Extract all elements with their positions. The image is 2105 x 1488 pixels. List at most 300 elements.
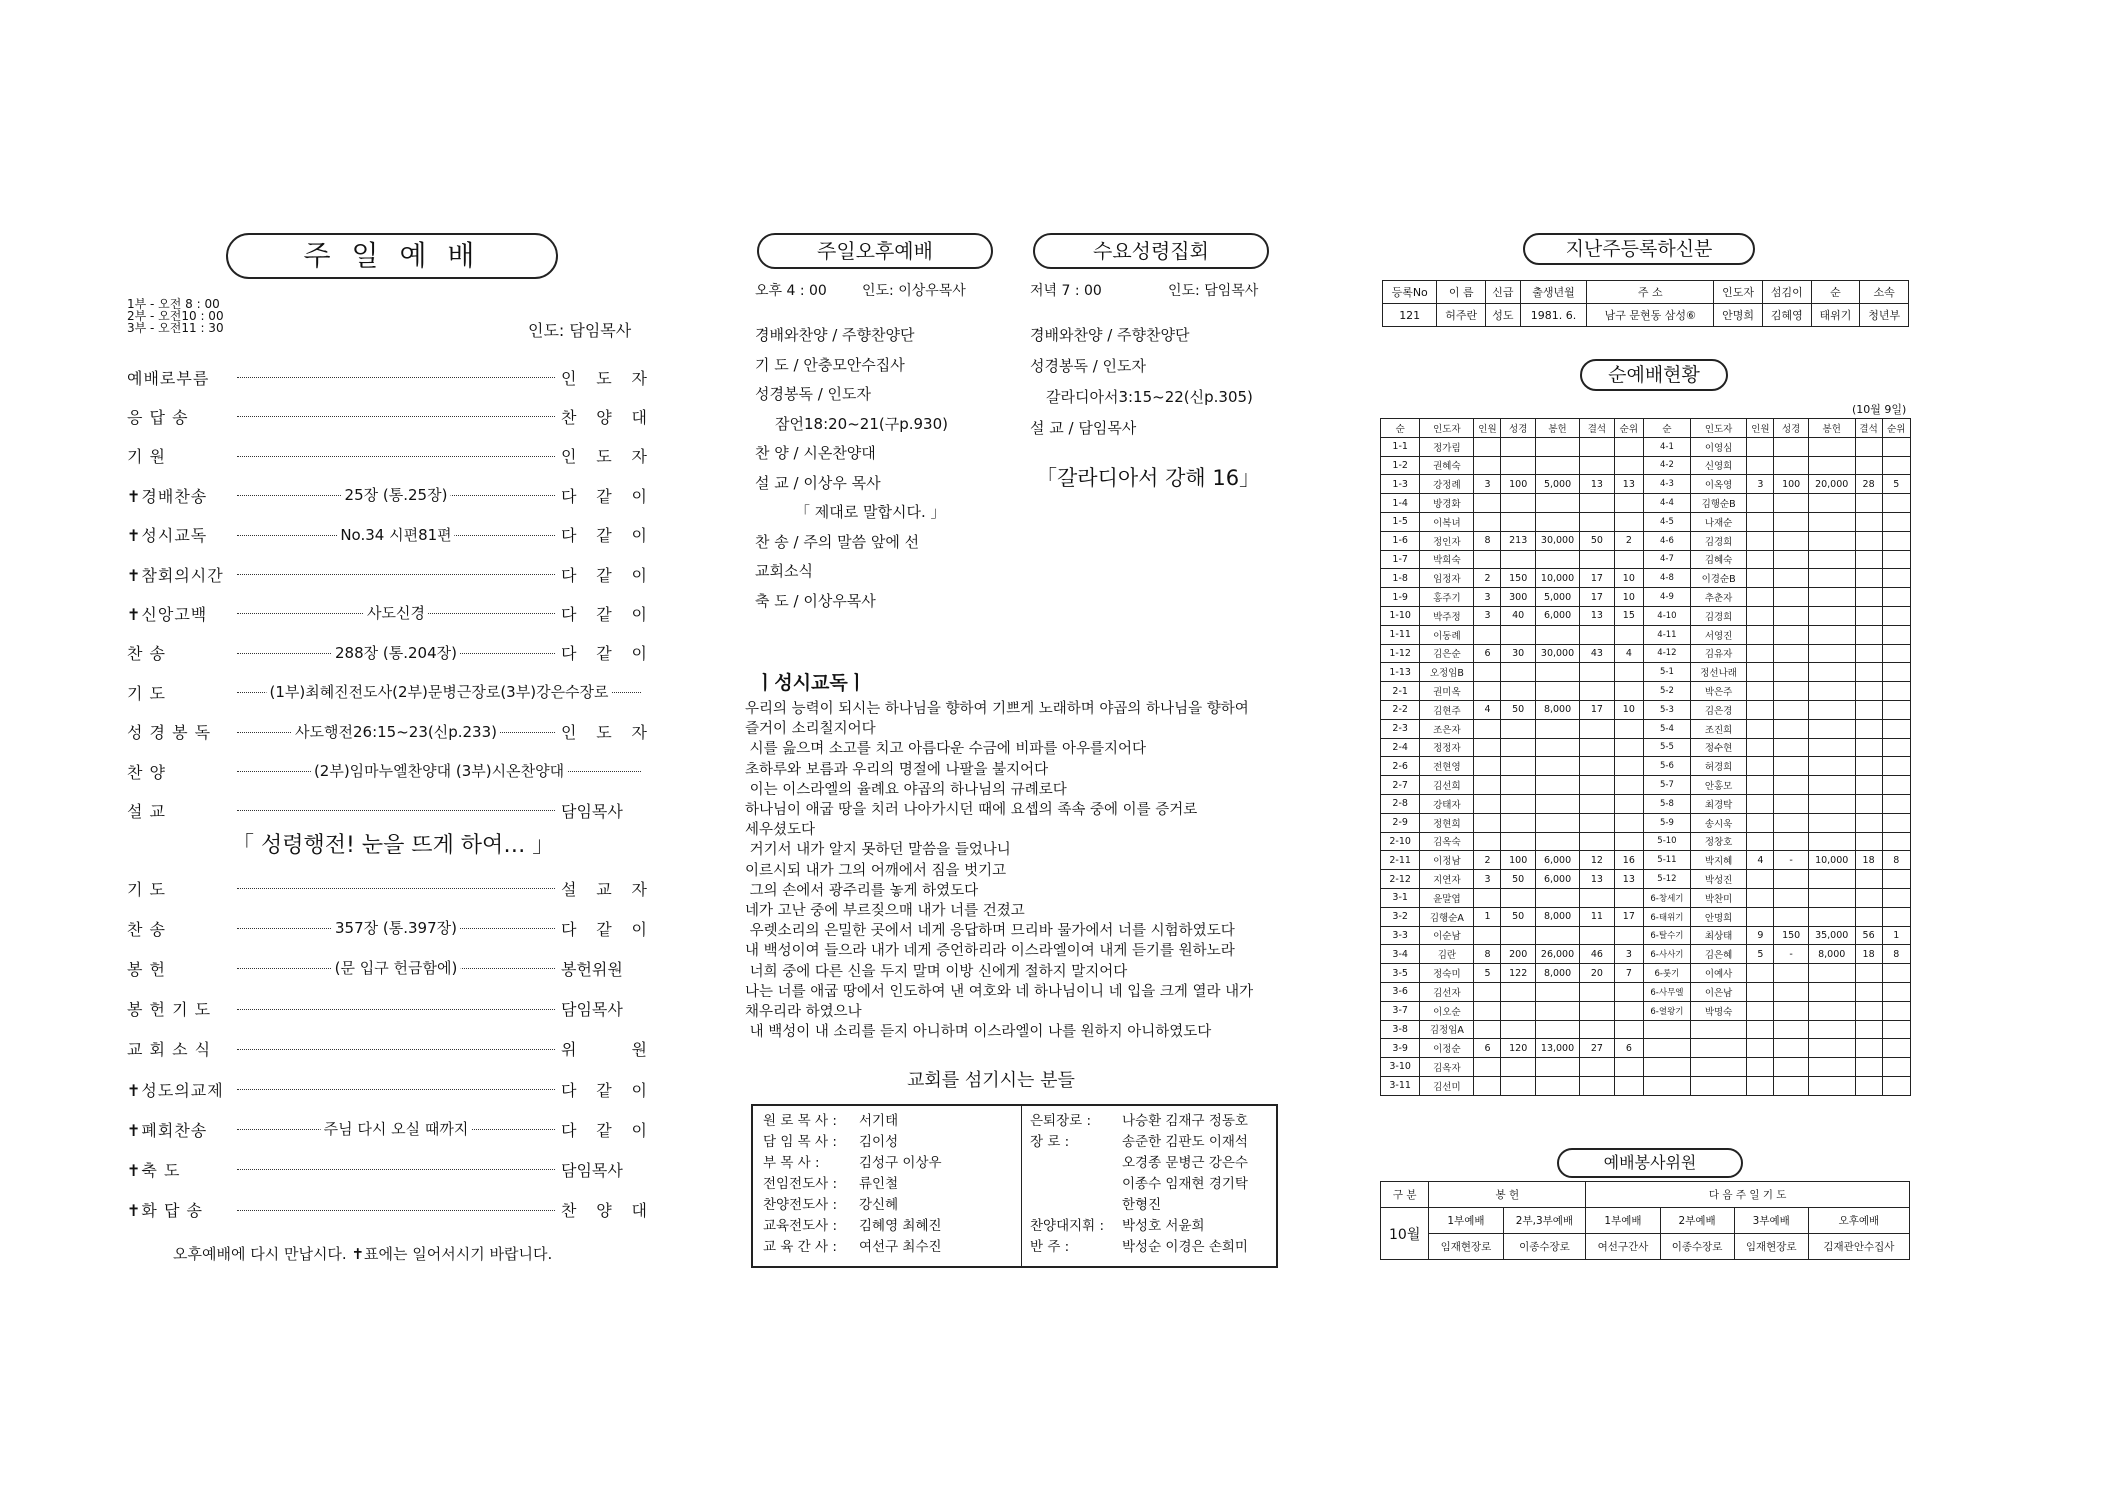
attendance-cell xyxy=(1580,926,1614,945)
order-right: 담임목사 xyxy=(561,1000,623,1020)
subhead: 1부예배 xyxy=(1586,1208,1660,1234)
attendance-cell xyxy=(1882,456,1910,475)
table-row xyxy=(1381,794,1911,813)
staff-name: 여선구 최수진 xyxy=(859,1239,942,1255)
attendance-cell: 6 xyxy=(1474,644,1501,663)
attendance-cell: 4-6 xyxy=(1644,531,1691,550)
attendance-cell xyxy=(1747,757,1774,776)
attendance-cell xyxy=(1580,888,1614,907)
attendance-cell xyxy=(1747,531,1774,550)
attendance-cell: 3-11 xyxy=(1381,1076,1420,1095)
attendance-cell xyxy=(1535,926,1579,945)
subhead: 3부예배 xyxy=(1734,1208,1808,1234)
attendance-cell xyxy=(1535,1058,1579,1077)
attendance-cell xyxy=(1855,964,1882,983)
attendance-cell: 5-12 xyxy=(1644,870,1691,889)
attendance-cell: 13,000 xyxy=(1535,1039,1579,1058)
attendance-cell: 40 xyxy=(1501,606,1535,625)
attendance-cell xyxy=(1474,757,1501,776)
attendance-cell: 박명숙 xyxy=(1690,1001,1747,1020)
attendance-cell xyxy=(1535,437,1579,456)
attendance-cell: 13 xyxy=(1614,475,1644,494)
service-name: 임재현장로 xyxy=(1429,1234,1503,1260)
attendance-cell xyxy=(1747,907,1774,926)
attendance-cell: 6,000 xyxy=(1535,870,1579,889)
reading-line: 그의 손에서 광주리를 놓게 하였도다 xyxy=(745,882,979,899)
staff-role: 교육전도사 : xyxy=(763,1218,838,1234)
table-row xyxy=(1381,907,1911,926)
text-line: 기 도 / 안충모안수집사 xyxy=(755,355,905,374)
attendance-cell xyxy=(1747,776,1774,795)
attendance-cell-empty xyxy=(1855,1058,1882,1077)
attendance-cell xyxy=(1774,832,1808,851)
order-detail: (2부)임마누엘찬양대 (3부)시온찬양대 xyxy=(311,760,567,781)
attendance-cell: 4-2 xyxy=(1644,456,1691,475)
order-label: ✝폐회찬송 xyxy=(127,1120,208,1140)
reading-line: 시를 읊으며 소고를 치고 아름다운 수금에 비파를 아우를지어다 xyxy=(745,741,1147,758)
attendance-cell xyxy=(1747,738,1774,757)
table-row xyxy=(1381,1020,1911,1039)
attendance-cell: 김선희 xyxy=(1420,776,1474,795)
attendance-cell: 박은주 xyxy=(1690,682,1747,701)
attendance-cell: 17 xyxy=(1580,700,1614,719)
attendance-cell xyxy=(1535,682,1579,701)
col-gubun: 구 분 xyxy=(1381,1182,1429,1208)
attendance-cell: 3-3 xyxy=(1381,926,1420,945)
attendance-cell xyxy=(1614,437,1644,456)
attendance-cell xyxy=(1808,606,1855,625)
attendance-cell: 1-13 xyxy=(1381,663,1420,682)
attendance-cell: 신영희 xyxy=(1690,456,1747,475)
attendance-cell xyxy=(1774,569,1808,588)
attendance-cell xyxy=(1774,663,1808,682)
attendance-cell xyxy=(1747,644,1774,663)
attendance-header-cell: 인도자 xyxy=(1420,419,1474,438)
order-row xyxy=(127,444,647,468)
attendance-cell xyxy=(1501,738,1535,757)
staff-role: 부 목 사 : xyxy=(763,1155,820,1171)
attendance-cell xyxy=(1614,888,1644,907)
attendance-cell xyxy=(1855,588,1882,607)
attendance-cell-empty xyxy=(1855,1020,1882,1039)
registration-cell: 청년부 xyxy=(1860,304,1909,327)
table-row xyxy=(1381,456,1911,475)
attendance-cell: 1-12 xyxy=(1381,644,1420,663)
attendance-cell: 3-5 xyxy=(1381,964,1420,983)
attendance-cell xyxy=(1882,964,1910,983)
order-right: 찬 양 대 xyxy=(561,1201,647,1221)
order-label: ✝축 도 xyxy=(127,1160,181,1180)
table-row xyxy=(1381,1001,1911,1020)
subhead: 2부예배 xyxy=(1660,1208,1734,1234)
table-row xyxy=(1381,945,1911,964)
order-label: ✝참회의시간 xyxy=(127,565,224,585)
attendance-cell-empty xyxy=(1808,1020,1855,1039)
attendance-cell: 15 xyxy=(1614,606,1644,625)
attendance-header-cell: 성경 xyxy=(1774,419,1808,438)
staff-row xyxy=(763,1216,942,1237)
attendance-cell: 나재순 xyxy=(1690,512,1747,531)
leader-dots xyxy=(237,809,555,811)
attendance-cell xyxy=(1501,682,1535,701)
staff-left xyxy=(763,1111,942,1258)
attendance-cell: 김경희 xyxy=(1690,606,1747,625)
attendance-cell xyxy=(1474,738,1501,757)
attendance-cell: 150 xyxy=(1774,926,1808,945)
attendance-cell xyxy=(1774,682,1808,701)
attendance-cell: 안홍모 xyxy=(1690,776,1747,795)
attendance-cell: 17 xyxy=(1580,569,1614,588)
text-line: 성경봉독 / 인도자 xyxy=(1030,357,1147,375)
table-row xyxy=(1383,304,1909,327)
attendance-cell: 30,000 xyxy=(1535,531,1579,550)
attendance-cell xyxy=(1808,794,1855,813)
attendance-cell: 김행순A xyxy=(1420,907,1474,926)
attendance-cell xyxy=(1501,719,1535,738)
attendance-cell: 박희숙 xyxy=(1420,550,1474,569)
attendance-cell xyxy=(1474,456,1501,475)
attendance-cell xyxy=(1747,682,1774,701)
attendance-cell: 3-2 xyxy=(1381,907,1420,926)
attendance-cell: 김옥숙 xyxy=(1420,832,1474,851)
staff-row xyxy=(763,1111,942,1132)
text-line: 설 교 / 이상우 목사 xyxy=(755,473,881,492)
attendance-cell xyxy=(1808,512,1855,531)
staff-name: 박성호 서윤희 xyxy=(1122,1218,1205,1234)
staff-name: 강신혜 xyxy=(859,1197,899,1213)
attendance-cell xyxy=(1580,757,1614,776)
order-detail: 사도신경 xyxy=(364,602,428,623)
order-right: 다 같 이 xyxy=(561,565,647,585)
attendance-cell xyxy=(1501,494,1535,513)
registration-header-cell: 등록No xyxy=(1383,281,1437,304)
attendance-cell xyxy=(1855,757,1882,776)
attendance-cell xyxy=(1882,794,1910,813)
attendance-cell xyxy=(1808,700,1855,719)
registration-header-cell: 인도자 xyxy=(1714,281,1763,304)
staff-row xyxy=(1030,1216,1248,1237)
attendance-cell: 100 xyxy=(1501,475,1535,494)
text-line: 찬 송 / 주의 말씀 앞에 선 xyxy=(755,532,920,551)
attendance-cell xyxy=(1774,776,1808,795)
attendance-cell xyxy=(1614,794,1644,813)
attendance-cell xyxy=(1747,625,1774,644)
attendance-cell: 3 xyxy=(1474,588,1501,607)
table-row xyxy=(1381,738,1911,757)
attendance-cell xyxy=(1882,813,1910,832)
order-label: ✝경배찬송 xyxy=(127,486,208,506)
attendance-cell xyxy=(1808,832,1855,851)
attendance-cell xyxy=(1747,794,1774,813)
registration-header-cell: 신급 xyxy=(1486,281,1521,304)
attendance-cell xyxy=(1747,964,1774,983)
leader-dots xyxy=(237,455,555,457)
attendance-cell xyxy=(1474,663,1501,682)
service-month: 10월 xyxy=(1381,1208,1429,1260)
attendance-cell-empty xyxy=(1644,1076,1691,1095)
attendance-cell xyxy=(1474,813,1501,832)
attendance-cell xyxy=(1882,888,1910,907)
attendance-cell xyxy=(1474,512,1501,531)
attendance-cell: 최경탁 xyxy=(1690,794,1747,813)
attendance-cell xyxy=(1774,494,1808,513)
staff-row xyxy=(763,1174,942,1195)
attendance-cell: 이예사 xyxy=(1690,964,1747,983)
service-name: 이종수장로 xyxy=(1503,1234,1586,1260)
attendance-table xyxy=(1380,418,1911,1096)
attendance-cell xyxy=(1535,738,1579,757)
staff-role: 장 로 : xyxy=(1030,1134,1070,1150)
attendance-cell: 43 xyxy=(1580,644,1614,663)
attendance-cell xyxy=(1855,512,1882,531)
attendance-cell xyxy=(1774,719,1808,738)
reading-line: 이르시되 내가 그의 어깨에서 짐을 벗기고 xyxy=(745,862,1007,879)
attendance-cell xyxy=(1614,813,1644,832)
attendance-cell xyxy=(1808,813,1855,832)
attendance-cell xyxy=(1882,1001,1910,1020)
order-row xyxy=(127,1037,647,1061)
table-row xyxy=(1381,832,1911,851)
attendance-cell-empty xyxy=(1774,1058,1808,1077)
attendance-cell: 2-3 xyxy=(1381,719,1420,738)
leader-dots xyxy=(237,683,641,702)
attendance-cell xyxy=(1535,512,1579,531)
attendance-cell xyxy=(1855,456,1882,475)
attendance-cell: 4-11 xyxy=(1644,625,1691,644)
attendance-cell: 5 xyxy=(1474,964,1501,983)
reading-line: 내 백성이 내 소리를 듣지 아니하며 이스라엘이 나를 원하지 아니하였도다 xyxy=(745,1024,1212,1041)
attendance-cell: 4 xyxy=(1474,700,1501,719)
attendance-cell xyxy=(1808,870,1855,889)
leader-dots xyxy=(237,959,555,978)
order-detail: 357장 (통.397장) xyxy=(332,917,460,938)
attendance-cell: 3 xyxy=(1614,945,1644,964)
attendance-cell: 조은자 xyxy=(1420,719,1474,738)
attendance-cell xyxy=(1614,832,1644,851)
time-3: 3부 - 오전11 : 30 xyxy=(127,321,224,335)
attendance-cell: 3 xyxy=(1474,870,1501,889)
attendance-cell: 김혜숙 xyxy=(1690,550,1747,569)
table-row xyxy=(1381,475,1911,494)
table-row xyxy=(1381,926,1911,945)
table-row xyxy=(1381,964,1911,983)
order-right: 설 교 자 xyxy=(561,879,647,899)
staff-name: 나승환 김재구 정동호 xyxy=(1122,1113,1248,1129)
attendance-cell: 6-태위기 xyxy=(1644,907,1691,926)
attendance-cell: 50 xyxy=(1501,870,1535,889)
attendance-cell: 조진희 xyxy=(1690,719,1747,738)
wednesday-time: 저녁 7 : 00 xyxy=(1030,283,1102,299)
staff-name: 김이성 xyxy=(859,1134,899,1150)
attendance-cell: 6-사사기 xyxy=(1644,945,1691,964)
attendance-cell: 김경희 xyxy=(1690,531,1747,550)
attendance-cell xyxy=(1614,663,1644,682)
text-line: 찬 양 / 시온찬양대 xyxy=(755,444,876,462)
attendance-cell xyxy=(1501,776,1535,795)
attendance-cell xyxy=(1774,531,1808,550)
table-row xyxy=(1381,606,1911,625)
staff-name: 박성순 이경은 손희미 xyxy=(1122,1239,1248,1255)
attendance-cell: 50 xyxy=(1501,907,1535,926)
attendance-cell: 4-9 xyxy=(1644,588,1691,607)
attendance-cell xyxy=(1882,569,1910,588)
attendance-cell xyxy=(1882,625,1910,644)
order-right: 찬 양 대 xyxy=(561,407,647,427)
attendance-cell: 26,000 xyxy=(1535,945,1579,964)
attendance-cell: 2-10 xyxy=(1381,832,1420,851)
attendance-cell xyxy=(1774,606,1808,625)
attendance-cell xyxy=(1808,569,1855,588)
attendance-cell xyxy=(1808,494,1855,513)
attendance-cell: 추춘자 xyxy=(1690,588,1747,607)
attendance-cell xyxy=(1882,494,1910,513)
attendance-cell xyxy=(1855,794,1882,813)
attendance-cell xyxy=(1882,870,1910,889)
text-line: 잠언18:20~21(구p.930) xyxy=(775,414,948,433)
subhead: 1부예배 xyxy=(1429,1208,1503,1234)
order-right: 담임목사 xyxy=(561,1160,623,1180)
attendance-cell xyxy=(1747,512,1774,531)
attendance-cell xyxy=(1774,644,1808,663)
table-row xyxy=(1381,625,1911,644)
attendance-cell xyxy=(1747,870,1774,889)
order-label: 기 원 xyxy=(127,447,166,467)
attendance-cell: 1-11 xyxy=(1381,625,1420,644)
attendance-cell xyxy=(1501,1058,1535,1077)
attendance-cell: 30 xyxy=(1501,644,1535,663)
attendance-cell: 6-열왕기 xyxy=(1644,1001,1691,1020)
staff-name: 한형진 xyxy=(1122,1197,1162,1213)
attendance-cell: 3 xyxy=(1747,475,1774,494)
attendance-cell xyxy=(1580,625,1614,644)
attendance-cell: 3-4 xyxy=(1381,945,1420,964)
order-right: 위 원 xyxy=(561,1040,647,1060)
table-row xyxy=(1381,437,1911,456)
attendance-cell xyxy=(1535,719,1579,738)
time-2: 2부 - 오전10 : 00 xyxy=(127,309,224,323)
attendance-cell xyxy=(1882,682,1910,701)
attendance-cell xyxy=(1747,494,1774,513)
attendance-cell: - xyxy=(1774,945,1808,964)
registration-cell: 김혜영 xyxy=(1762,304,1811,327)
service-title: 예배봉사위원 xyxy=(1557,1148,1743,1178)
attendance-cell xyxy=(1474,1058,1501,1077)
attendance-cell-empty xyxy=(1690,1058,1747,1077)
attendance-cell xyxy=(1855,682,1882,701)
attendance-cell: 2-1 xyxy=(1381,682,1420,701)
text-line: 성경봉독 / 인도자 xyxy=(755,385,872,403)
staff-role: 반 주 : xyxy=(1030,1239,1070,1255)
attendance-cell: 이오순 xyxy=(1420,1001,1474,1020)
attendance-cell: 홍주기 xyxy=(1420,588,1474,607)
order-right: 인 도 자 xyxy=(561,368,647,388)
attendance-cell: 200 xyxy=(1501,945,1535,964)
registration-cell: 안명희 xyxy=(1714,304,1763,327)
attendance-cell xyxy=(1774,757,1808,776)
registration-header-cell: 출생년월 xyxy=(1520,281,1587,304)
attendance-cell: 이옥영 xyxy=(1690,475,1747,494)
attendance-cell xyxy=(1747,606,1774,625)
attendance-cell xyxy=(1882,606,1910,625)
table-row xyxy=(1381,550,1911,569)
attendance-cell xyxy=(1882,776,1910,795)
attendance-cell: 1 xyxy=(1882,926,1910,945)
order-row xyxy=(127,759,647,783)
attendance-cell: 12 xyxy=(1580,851,1614,870)
attendance-cell: 7 xyxy=(1614,964,1644,983)
attendance-cell xyxy=(1535,794,1579,813)
attendance-cell xyxy=(1808,1001,1855,1020)
leader-dots xyxy=(237,376,555,378)
attendance-cell: 이정순 xyxy=(1420,1039,1474,1058)
attendance-cell: 17 xyxy=(1580,588,1614,607)
attendance-cell: 3 xyxy=(1474,606,1501,625)
afternoon-time: 오후 4 : 00 xyxy=(755,283,827,299)
attendance-cell: 정인자 xyxy=(1420,531,1474,550)
attendance-cell xyxy=(1747,437,1774,456)
attendance-cell: 5,000 xyxy=(1535,588,1579,607)
attendance-cell xyxy=(1474,719,1501,738)
service-name: 이종수장로 xyxy=(1660,1234,1734,1260)
order-row xyxy=(127,997,647,1021)
reading-line: 거기서 내가 알지 못하던 말씀을 들었나니 xyxy=(745,842,1011,859)
registration-header xyxy=(1383,281,1909,304)
attendance-cell xyxy=(1474,776,1501,795)
attendance-cell: 6-탈수기 xyxy=(1644,926,1691,945)
attendance-cell xyxy=(1474,1001,1501,1020)
reading-line: 하나님이 애굽 땅을 치러 나아가시던 때에 요셉의 족속 중에 이를 증거로 xyxy=(745,802,1198,818)
attendance-cell: 5-7 xyxy=(1644,776,1691,795)
service-table xyxy=(1380,1181,1910,1260)
service-name: 여선구간사 xyxy=(1586,1234,1660,1260)
attendance-cell xyxy=(1474,888,1501,907)
attendance-cell: 8,000 xyxy=(1535,907,1579,926)
order-row xyxy=(127,876,647,900)
attendance-cell: 6 xyxy=(1474,1039,1501,1058)
attendance-cell xyxy=(1882,719,1910,738)
table-row xyxy=(1381,588,1911,607)
reading-title: ㅣ성시교독ㅣ xyxy=(756,672,867,694)
attendance-cell xyxy=(1747,982,1774,1001)
attendance-cell xyxy=(1882,738,1910,757)
order-detail: No.34 시편81편 xyxy=(337,524,454,545)
attendance-cell xyxy=(1580,982,1614,1001)
attendance-cell: 6-룻기 xyxy=(1644,964,1691,983)
order-label: ✝화 답 송 xyxy=(127,1201,203,1221)
attendance-cell: 3-7 xyxy=(1381,1001,1420,1020)
attendance-cell xyxy=(1614,1076,1644,1095)
attendance-cell xyxy=(1855,606,1882,625)
order-detail: 288장 (통.204장) xyxy=(332,642,460,663)
order-right: 봉헌위원 xyxy=(561,959,623,979)
reading-line: 초하루와 보름과 우리의 명절에 나팔을 불지어다 xyxy=(745,761,1049,778)
attendance-cell: 이은남 xyxy=(1690,982,1747,1001)
attendance-cell: 2 xyxy=(1474,851,1501,870)
staff-name: 김성구 이상우 xyxy=(859,1155,942,1171)
staff-name: 김혜영 최혜진 xyxy=(859,1218,942,1234)
attendance-cell xyxy=(1855,832,1882,851)
attendance-cell xyxy=(1774,550,1808,569)
attendance-cell xyxy=(1808,964,1855,983)
attendance-cell: 5-10 xyxy=(1644,832,1691,851)
registration-header-cell: 순 xyxy=(1811,281,1860,304)
text-line: 교회소식 xyxy=(755,562,813,580)
attendance-cell xyxy=(1614,738,1644,757)
attendance-cell xyxy=(1855,907,1882,926)
attendance-cell xyxy=(1882,588,1910,607)
attendance-cell-empty xyxy=(1882,1058,1910,1077)
attendance-cell-empty xyxy=(1747,1058,1774,1077)
